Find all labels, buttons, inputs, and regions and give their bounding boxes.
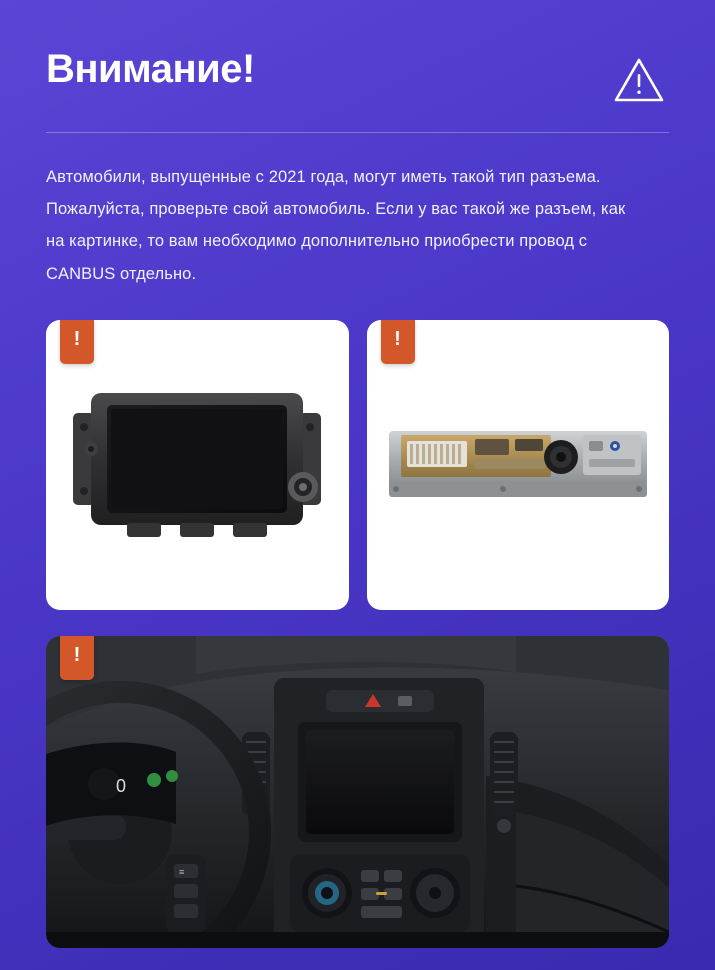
- status-badge-label: !: [73, 327, 81, 350]
- image-card: [46, 320, 349, 610]
- page-header: [46, 40, 669, 106]
- svg-text:≡: ≡: [179, 866, 185, 877]
- image-cards-row: [46, 320, 669, 610]
- image-card: [46, 636, 669, 948]
- svg-text:0: 0: [116, 775, 127, 796]
- status-badge: [60, 636, 94, 680]
- status-badge-label: !: [73, 643, 81, 666]
- car-dashboard-interior-photo: [46, 636, 669, 948]
- image-card: [367, 320, 670, 610]
- warning-paragraph: Автомобили, выпущенные с 2021 года, могут иметь такой тип разъема. Пожалуйста, проверьте свой автомобиль. Если у вас такой же разъем, как на картинке, то вам необходимо дополнительно приобрести провод с CANBUS отдельно.: [46, 168, 626, 283]
- status-badge-label: !: [394, 327, 401, 350]
- warning-triangle-icon: [613, 54, 665, 106]
- status-badge: [60, 320, 94, 364]
- status-badge: [381, 320, 415, 364]
- page-title: Внимание!: [46, 47, 255, 91]
- header-divider: [46, 132, 669, 133]
